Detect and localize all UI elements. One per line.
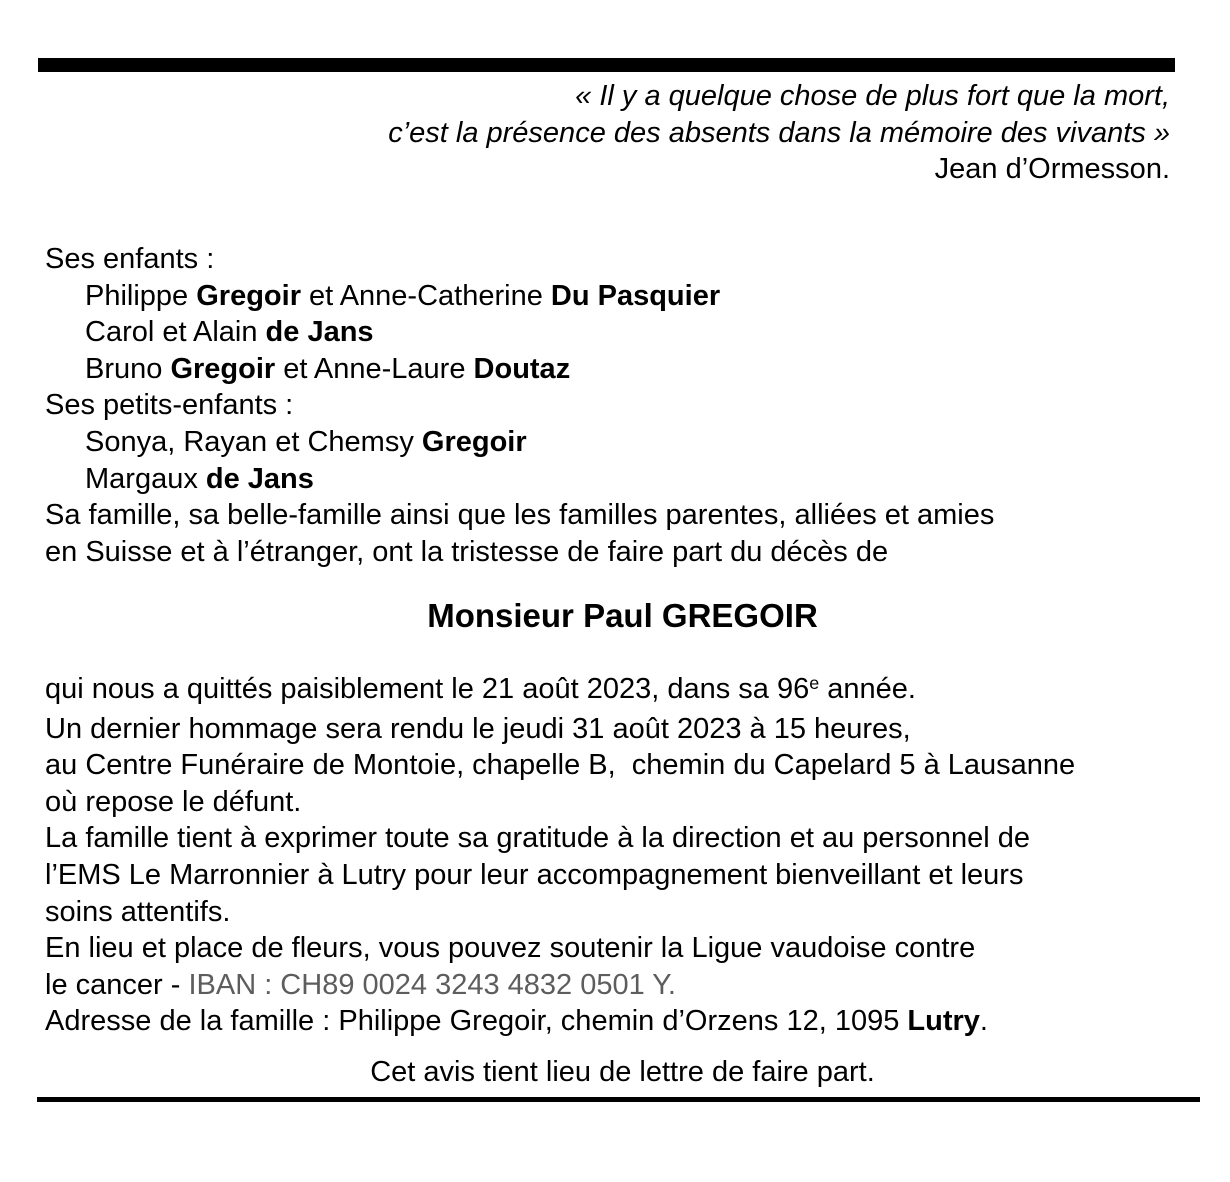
text-segment: de Jans (205, 462, 314, 495)
text-line (45, 747, 1230, 784)
text-segment: Adresse de la famille : Philippe Gregoir, chemin d’Orzens 12, 1095 (45, 1005, 908, 1038)
text-segment: qui nous a quittés paisiblement le 21 août 2023, dans sa 96 (45, 673, 810, 705)
text-segment: IBAN : CH89 0024 3243 4832 0501 Y. (188, 968, 676, 1001)
quote-attribution: Jean d’Ormesson. (934, 153, 1170, 186)
text-segment: Gregoir (196, 279, 301, 312)
text-line (45, 241, 1230, 278)
text-line (45, 278, 1230, 315)
text-segment: En lieu et place de fleurs, vous pouvez soutenir la Ligue vaudoise contre (45, 932, 976, 965)
text-segment: Ses enfants : (45, 243, 215, 275)
text-segment: Carol et Alain (85, 316, 266, 349)
text-line (45, 820, 1230, 857)
text-segment: année. (819, 673, 916, 705)
text-line (45, 1003, 1230, 1040)
text-segment: Doutaz (473, 352, 571, 385)
text-segment: et Anne-Laure (275, 352, 474, 385)
text-segment: de Jans (265, 316, 374, 349)
text-line (45, 711, 1230, 748)
text-line (45, 857, 1230, 894)
text-segment: Philippe (85, 279, 197, 312)
text-line (45, 894, 1230, 931)
text-segment: Gregoir (421, 425, 527, 458)
deceased-name: Monsieur Paul GREGOIR (427, 597, 818, 634)
quote-line: « Il y a quelque chose de plus fort que la mort, (575, 80, 1170, 112)
text-line (45, 424, 1230, 461)
text-segment: Ses petits-enfants : (45, 389, 294, 422)
text-segment: Sa famille, sa belle-famille ainsi que les familles parentes, alliées et amies (45, 499, 995, 532)
text-line (45, 967, 1230, 1004)
text-line (45, 351, 1230, 388)
text-line (45, 461, 1230, 498)
text-line (45, 534, 1230, 571)
text-segment: l’EMS Le Marronnier à Lutry pour leur accompagnement bienveillant et leurs (45, 858, 1024, 891)
text-segment: le cancer - (45, 968, 189, 1001)
bottom-divider-rule (37, 1097, 1200, 1102)
text-segment: Lutry (907, 1005, 980, 1038)
text-line (45, 671, 1230, 711)
text-segment: Margaux (85, 462, 206, 495)
text-segment: Gregoir (170, 352, 276, 385)
text-segment: e (809, 672, 820, 693)
text-line (45, 784, 1230, 821)
top-divider-bar (38, 58, 1175, 72)
family-announcement (45, 241, 1230, 570)
text-segment: Un dernier hommage sera rendu le jeudi 31 août 2023 à 15 heures, (45, 712, 911, 745)
text-line (45, 930, 1230, 967)
quote-line: c’est la présence des absents dans la mémoire des vivants » (388, 116, 1170, 149)
quote-block (45, 78, 1170, 188)
text-segment: La famille tient à exprimer toute sa gratitude à la direction et au personnel de (45, 822, 1030, 855)
text-line (45, 314, 1230, 351)
text-segment: et Anne-Catherine (301, 279, 551, 312)
text-line (45, 387, 1230, 424)
text-segment: . (979, 1005, 988, 1038)
text-segment: Du Pasquier (550, 279, 721, 312)
text-segment: Bruno (85, 352, 171, 385)
funeral-details (45, 671, 1230, 1040)
closing-line: Cet avis tient lieu de lettre de faire part. (370, 1056, 875, 1088)
text-segment: soins attentifs. (45, 895, 231, 928)
text-segment: au Centre Funéraire de Montoie, chapelle B, chemin du Capelard 5 à Lausanne (45, 749, 1076, 782)
text-segment: Sonya, Rayan et Chemsy (85, 425, 422, 458)
text-line (45, 497, 1230, 534)
text-segment: en Suisse et à l’étranger, ont la tristesse de faire part du décès de (45, 535, 889, 568)
text-segment: où repose le défunt. (45, 785, 302, 818)
